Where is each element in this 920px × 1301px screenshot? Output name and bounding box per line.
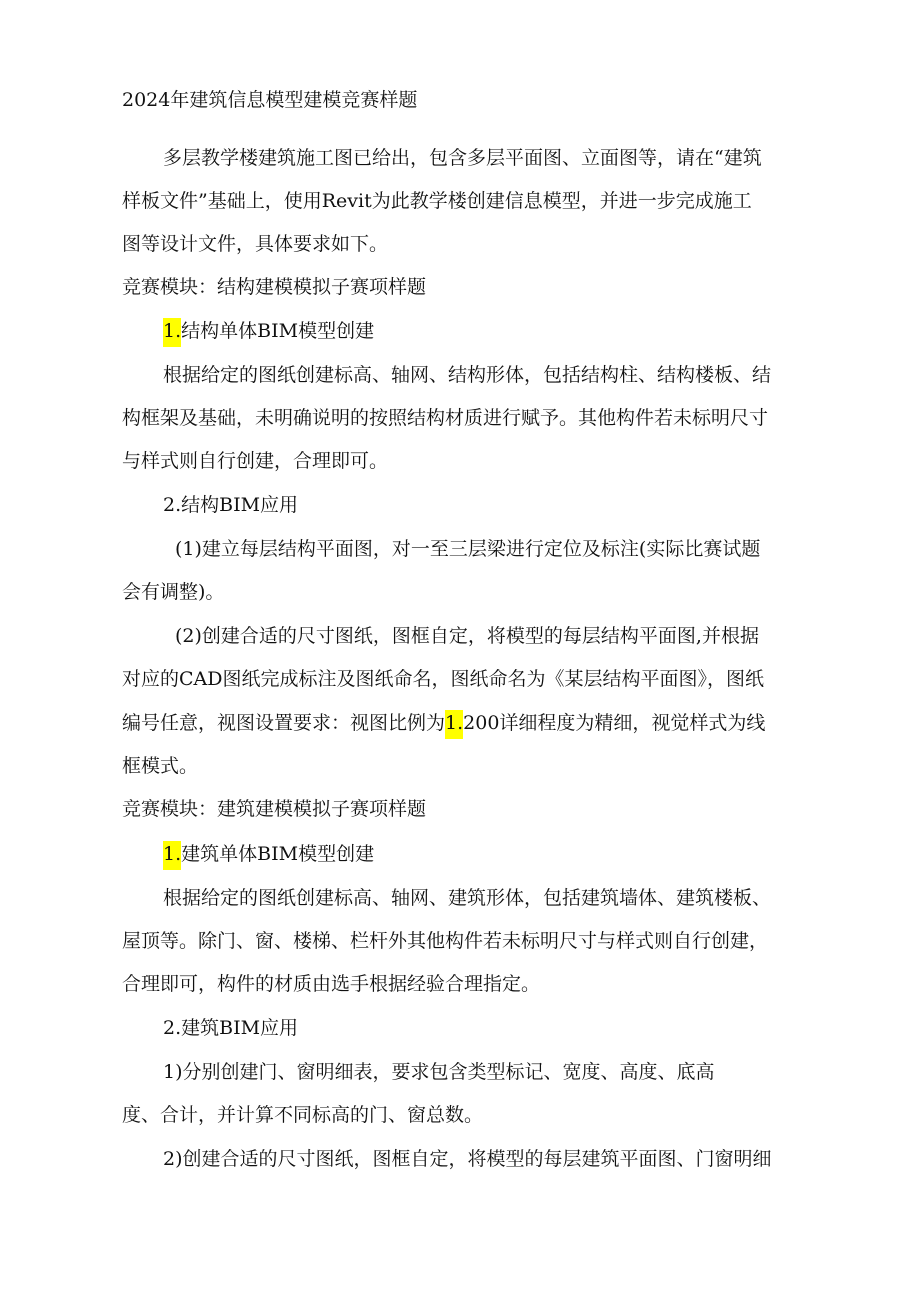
paragraph-line	[122, 714, 765, 733]
structure-item-2-heading: 2.结构BIM应用	[163, 494, 299, 516]
highlighted-number: 1.	[163, 841, 181, 870]
paragraph-line: 根据给定的图纸创建标高、轴网、建筑形体，包括建筑墙体、建筑楼板、	[163, 887, 772, 909]
intro-line: 样板文件”基础上，使用Revit为此教学楼创建信息模型，并进一步完成施工	[122, 190, 752, 212]
paragraph-line: 与样式则自行创建，合理即可。	[122, 450, 389, 472]
paragraph-line: 构框架及基础，未明确说明的按照结构材质进行赋予。其他构件若未标明尺寸	[122, 407, 769, 429]
paragraph-line: 屋顶等。除门、窗、楼梯、栏杆外其他构件若未标明尺寸与样式则自行创建，	[122, 930, 769, 952]
paragraph-line: 度、合计，并计算不同标高的门、窗总数。	[122, 1104, 484, 1126]
paragraph-line: (1)建立每层结构平面图，对一至三层梁进行定位及标注(实际比赛试题	[175, 538, 761, 560]
paragraph-line: 框模式。	[122, 755, 199, 777]
paragraph-line: 2)创建合适的尺寸图纸，图框自定，将模型的每层建筑平面图、门窗明细	[163, 1148, 772, 1170]
paragraph-line: 合理即可，构件的材质由选手根据经验合理指定。	[122, 973, 541, 995]
highlighted-number: 1.	[163, 318, 181, 347]
paragraph-line: 会有调整)。	[122, 581, 225, 603]
item-label: 建筑单体BIM模型创建	[181, 843, 375, 865]
paragraph-line: 根据给定的图纸创建标高、轴网、结构形体，包括结构柱、结构楼板、结	[163, 364, 772, 386]
paragraph-line: 对应的CAD图纸完成标注及图纸命名，图纸命名为《某层结构平面图》，图纸	[122, 668, 764, 690]
document-title: 2024年建筑信息模型建模竞赛样题	[122, 89, 418, 111]
paragraph-line: 1)分别创建门、窗明细表，要求包含类型标记、宽度、高度、底高	[163, 1061, 715, 1083]
text-segment: 编号任意，视图设置要求：视图比例为	[122, 712, 446, 734]
item-label: 结构单体BIM模型创建	[181, 320, 375, 342]
highlighted-number: 1.	[445, 710, 463, 739]
architecture-item-2-heading: 2.建筑BIM应用	[163, 1017, 299, 1039]
paragraph-line: (2)创建合适的尺寸图纸，图框自定，将模型的每层结构平面图,并根据	[175, 625, 759, 647]
intro-line: 多层教学楼建筑施工图已给出，包含多层平面图、立面图等，请在“建筑	[163, 147, 762, 169]
intro-line: 图等设计文件，具体要求如下。	[122, 233, 389, 255]
module-heading-structure: 竞赛模块：结构建模模拟子赛项样题	[122, 276, 427, 298]
text-segment: 200详细程度为精细，视觉样式为线	[463, 712, 766, 734]
module-heading-architecture: 竞赛模块：建筑建模模拟子赛项样题	[122, 798, 427, 820]
architecture-item-1-heading	[163, 845, 374, 864]
structure-item-1-heading	[163, 322, 374, 341]
